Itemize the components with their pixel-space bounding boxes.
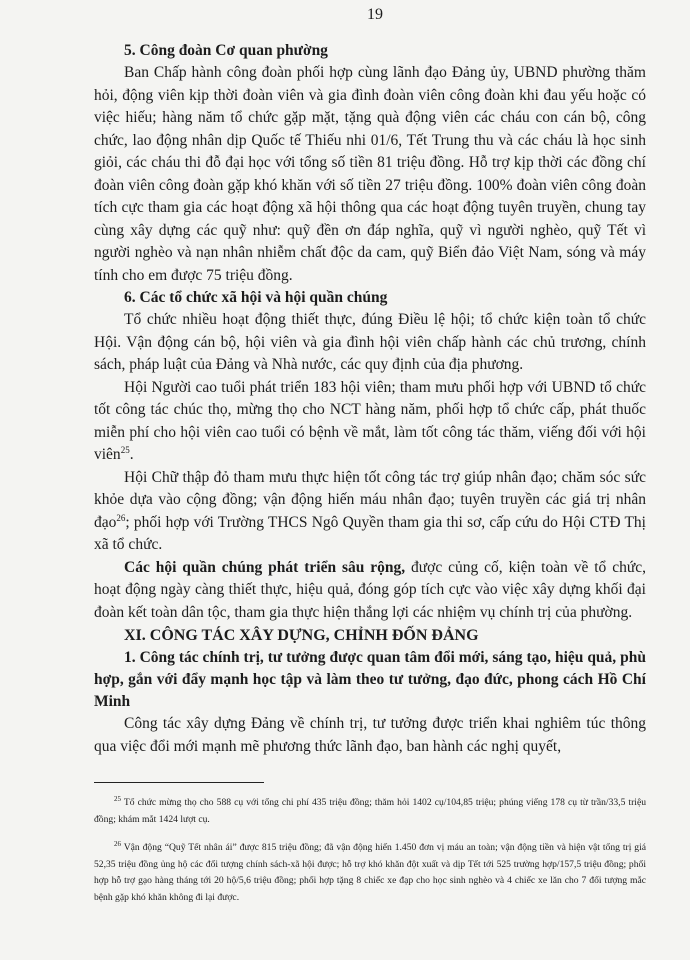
section-6-paragraph-2: Hội Người cao tuổi phát triển 183 hội viên; tham mưu phối hợp với UBND tổ chức tốt công tác chúc thọ, mừng thọ cho NCT hàng năm, phối hợp tổ chức cấp, phát thuốc miễn phí cho hội viên cao tuổi có bệnh về mắt, làm tốt công tác thăm, viếng đối với hội viên$^{25}$.: [94, 378, 646, 463]
footnote-26: [94, 840, 646, 906]
section-6-paragraph-4: [94, 557, 646, 625]
section-11-paragraph-1: Công tác xây dựng Đảng về chính trị, tư tưởng được triển khai nghiêm túc thông qua việc đổi mới mạnh mẽ phương thức lãnh đạo, ban hành các nghị quyết,: [94, 715, 646, 755]
footnote-marker: 25: [114, 794, 121, 803]
section-6-paragraph-3: [94, 467, 646, 557]
footnote-ref-26: 26: [116, 512, 126, 523]
page-number: 19: [367, 6, 383, 23]
section-11-subheading-1: 1. Công tác chính trị, tư tưởng được quan tâm đổi mới, sáng tạo, hiệu quả, phù hợp, gắn với đẩy mạnh học tập và làm theo tư tưởng, đạo đức, phong cách Hồ Chí Minh: [94, 649, 646, 710]
footnote-ref-25: 25: [120, 444, 130, 455]
paragraph-text: ; phối hợp với Trường THCS Ngô Quyền tham gia thi sơ, cấp cứu do Hội CTĐ Thị xã tổ chức.: [94, 513, 646, 553]
section-6-heading: 6. Các tổ chức xã hội và hội quần chúng: [124, 289, 388, 306]
paragraph-text: Hội Chữ thập đỏ tham mưu thực hiện tốt công tác trợ giúp nhân đạo; chăm sóc sức khỏe dựa vào cộng đồng; vận động hiến máu nhân đạo; tuyên truyền các giá trị nhân đạo: [94, 468, 646, 531]
paragraph-text: được củng cố, kiện toàn về tổ chức, hoạt động ngày càng thiết thực, hiệu quả, đóng góp tích cực vào việc xây dựng khối đại đoàn kết toàn dân tộc, tham gia thực hiện thắng lợi các nhiệm vụ chính trị của phường.: [94, 558, 646, 621]
section-5-heading: 5. Công đoàn Cơ quan phường: [124, 42, 328, 59]
section-11-heading: XI. CÔNG TÁC XÂY DỰNG, CHỈNH ĐỐN ĐẢNG: [124, 627, 479, 644]
footnote-marker: 26: [114, 839, 121, 848]
paragraph-text: Hội Người cao tuổi phát triển 183 hội viên; tham mưu phối hợp với UBND tổ chức tốt công tác chúc thọ, mừng thọ cho NCT hàng năm, phối hợp tổ chức cấp, phát thuốc miễn phí cho hội viên cao tuổi có bệnh về mắt, làm tốt công tác thăm, viếng đối với hội viên: [94, 378, 646, 463]
bold-lead: Các hội quần chúng phát triển sâu rộng,: [124, 558, 406, 576]
footnote-divider: [94, 782, 264, 783]
footnote-text: Vận động “Quỹ Tết nhân ái” được 815 triệu đồng; đã vận động hiến 1.450 đơn vị máu an toàn; vận động tiền và hiện vật tổng trị giá 52,35 triệu đồng ủng hộ các đối tượng chính sách-xã hội được; hỗ trợ khó khăn đột xuất và dịp Tết tới 525 trường hợp/157,5 triệu đồng; phối hợp hỗ trợ gạo hàng tháng tới 20 hộ/5,6 triệu đồng; phối hợp tặng 8 chiếc xe đạp cho học sinh nghèo và 4 chiếc xe lăn cho 7 đối tượng mắc bệnh gặp khó khăn không đi lại được.: [94, 842, 646, 903]
section-6-paragraph-1: Tổ chức nhiều hoạt động thiết thực, đúng Điều lệ hội; tổ chức kiện toàn tổ chức Hội. Vận động cán bộ, hội viên và gia đình hội viên chấp hành các chủ trương, chính sách, pháp luật của Đảng và Nhà nước, các quy định của địa phương.: [94, 311, 646, 373]
section-5-paragraph: Ban Chấp hành công đoàn phối hợp cùng lãnh đạo Đảng ủy, UBND phường thăm hỏi, động viên kịp thời đoàn viên và gia đình đoàn viên công đoàn khi đau yếu hoặc có việc hiếu; hàng năm tổ chức gặp mặt, tặng quà động viên các cháu con cán bộ, công chức, lao động nhân dịp Quốc tế Thiếu nhi 01/6, Tết Trung thu và các cháu là học sinh giỏi, các cháu thi đỗ đại học với tổng số tiền 81 triệu đồng. Hỗ trợ kịp thời các đồng chí đoàn viên công đoàn gặp khó khăn với số tiền 27 triệu đồng. 100% đoàn viên công đoàn tích cực tham gia các hoạt động xã hội thông qua các hoạt động tuyên truyền, chung tay cùng xây dựng các quỹ như: quỹ đền ơn đáp nghĩa, quỹ vì người nghèo, quỹ Tết vì người nghèo và nạn nhân nhiễm chất độc da cam, quỹ Biển đảo Việt Nam, sóng và máy tính cho em được 75 triệu đồng.: [94, 64, 646, 284]
footnote-25: [94, 795, 646, 828]
footnote-text: Tổ chức mừng thọ cho 588 cụ với tổng chi phí 435 triệu đồng; thăm hỏi 1402 cụ/104,85 triệu; phúng viếng 178 cụ từ trần/33,5 triệu đồng; khám mắt 1424 lượt cụ.: [94, 797, 646, 825]
